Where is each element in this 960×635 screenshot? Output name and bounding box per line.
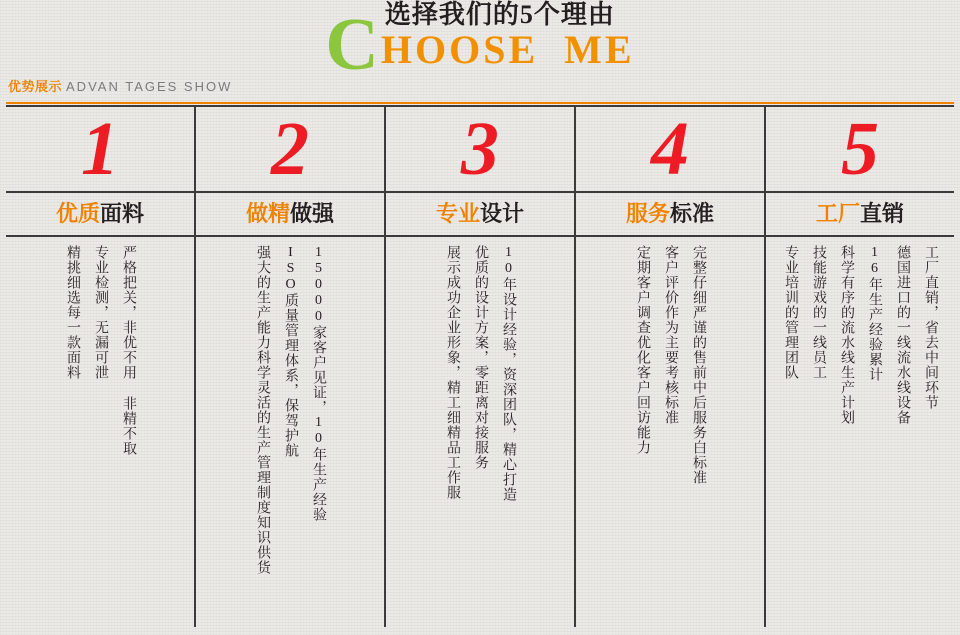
reason-detail-item: 定期客户调查优化客户回访能力 bbox=[635, 245, 650, 455]
page-title-en bbox=[380, 27, 635, 72]
page-title-cn: 选择我们的5个理由 bbox=[384, 0, 615, 29]
reason-detail-list bbox=[766, 237, 954, 627]
reason-column-5 bbox=[766, 107, 954, 627]
reason-heading-part-a: 专业 bbox=[435, 201, 480, 226]
reason-detail-item: 展示成功企业形象，精工细精品工作服 bbox=[445, 245, 460, 500]
title-block bbox=[0, 0, 960, 86]
reason-detail-item: 10年设计经验，资深团队，精心打造 bbox=[501, 245, 516, 502]
reason-number: 5 bbox=[841, 107, 879, 191]
reason-detail-item: 16年生产经验累计 bbox=[867, 245, 882, 382]
drop-cap-letter: C bbox=[325, 4, 379, 86]
reason-number: 4 bbox=[651, 107, 689, 191]
reason-heading bbox=[6, 193, 194, 235]
reason-number: 2 bbox=[271, 107, 309, 191]
reason-heading-part-b: 标准 bbox=[670, 201, 715, 226]
reason-detail-item: 专业检测，无漏可泄 bbox=[93, 245, 108, 380]
page-header bbox=[0, 0, 960, 86]
section-subbar bbox=[0, 76, 960, 100]
reason-heading-part-b: 直销 bbox=[860, 201, 905, 226]
reason-detail-list bbox=[196, 237, 384, 627]
orange-divider bbox=[6, 102, 954, 104]
reason-detail-item: 科学有序的流水线生产计划 bbox=[839, 245, 854, 425]
reason-detail-list bbox=[386, 237, 574, 627]
reason-heading-part-a: 优质 bbox=[55, 201, 100, 226]
reason-column-1 bbox=[6, 107, 196, 627]
reason-detail-item: 优质的设计方案，零距离对接服务 bbox=[473, 245, 488, 470]
reason-heading bbox=[576, 193, 764, 235]
reason-number: 1 bbox=[81, 107, 119, 191]
reason-heading-part-a: 工厂 bbox=[815, 201, 860, 226]
reason-detail-item: 精挑细选每一款面料 bbox=[65, 245, 80, 380]
reason-heading bbox=[386, 193, 574, 235]
reason-detail-item: 技能游戏的一线员工 bbox=[811, 245, 826, 380]
reason-detail-list bbox=[576, 237, 764, 627]
reason-detail-item: 工厂直销，省去中间环节 bbox=[923, 245, 938, 410]
reason-detail-list bbox=[6, 237, 194, 627]
reason-heading-part-a: 服务 bbox=[625, 201, 670, 226]
reason-number: 3 bbox=[461, 107, 499, 191]
title-en-part2: ME bbox=[564, 27, 635, 72]
reason-heading-part-b: 做强 bbox=[290, 201, 335, 226]
reason-detail-item: ISO质量管理体系，保驾护航 bbox=[283, 245, 298, 458]
title-en-part1: HOOSE bbox=[380, 27, 539, 72]
reason-heading bbox=[766, 193, 954, 235]
reason-detail-item: 客户评价作为主要考核标准 bbox=[663, 245, 678, 425]
reason-column-4 bbox=[576, 107, 766, 627]
title-text-column bbox=[381, 0, 635, 70]
reason-column-3 bbox=[386, 107, 576, 627]
reason-detail-item: 强大的生产能力科学灵活的生产管理制度知识供货 bbox=[255, 245, 270, 575]
reason-heading-part-b: 设计 bbox=[480, 201, 525, 226]
reason-detail-item: 完整仔细严谨的售前中后服务白标准 bbox=[691, 245, 706, 485]
reason-heading bbox=[196, 193, 384, 235]
reason-heading-part-a: 做精 bbox=[245, 201, 290, 226]
reason-detail-item: 15000家客户见证，10年生产经验 bbox=[311, 245, 326, 522]
subbar-label-cn: 优势展示 bbox=[8, 79, 63, 94]
reason-detail-item: 德国进口的一线流水线设备 bbox=[895, 245, 910, 425]
reason-detail-item: 严格把关，非优不用 非精不取 bbox=[121, 245, 136, 456]
reason-detail-item: 专业培训的管理团队 bbox=[783, 245, 798, 380]
reason-heading-part-b: 面料 bbox=[100, 201, 145, 226]
reason-column-2 bbox=[196, 107, 386, 627]
reasons-grid bbox=[6, 107, 954, 627]
subbar-label-en: ADVAN TAGES SHOW bbox=[66, 79, 233, 94]
